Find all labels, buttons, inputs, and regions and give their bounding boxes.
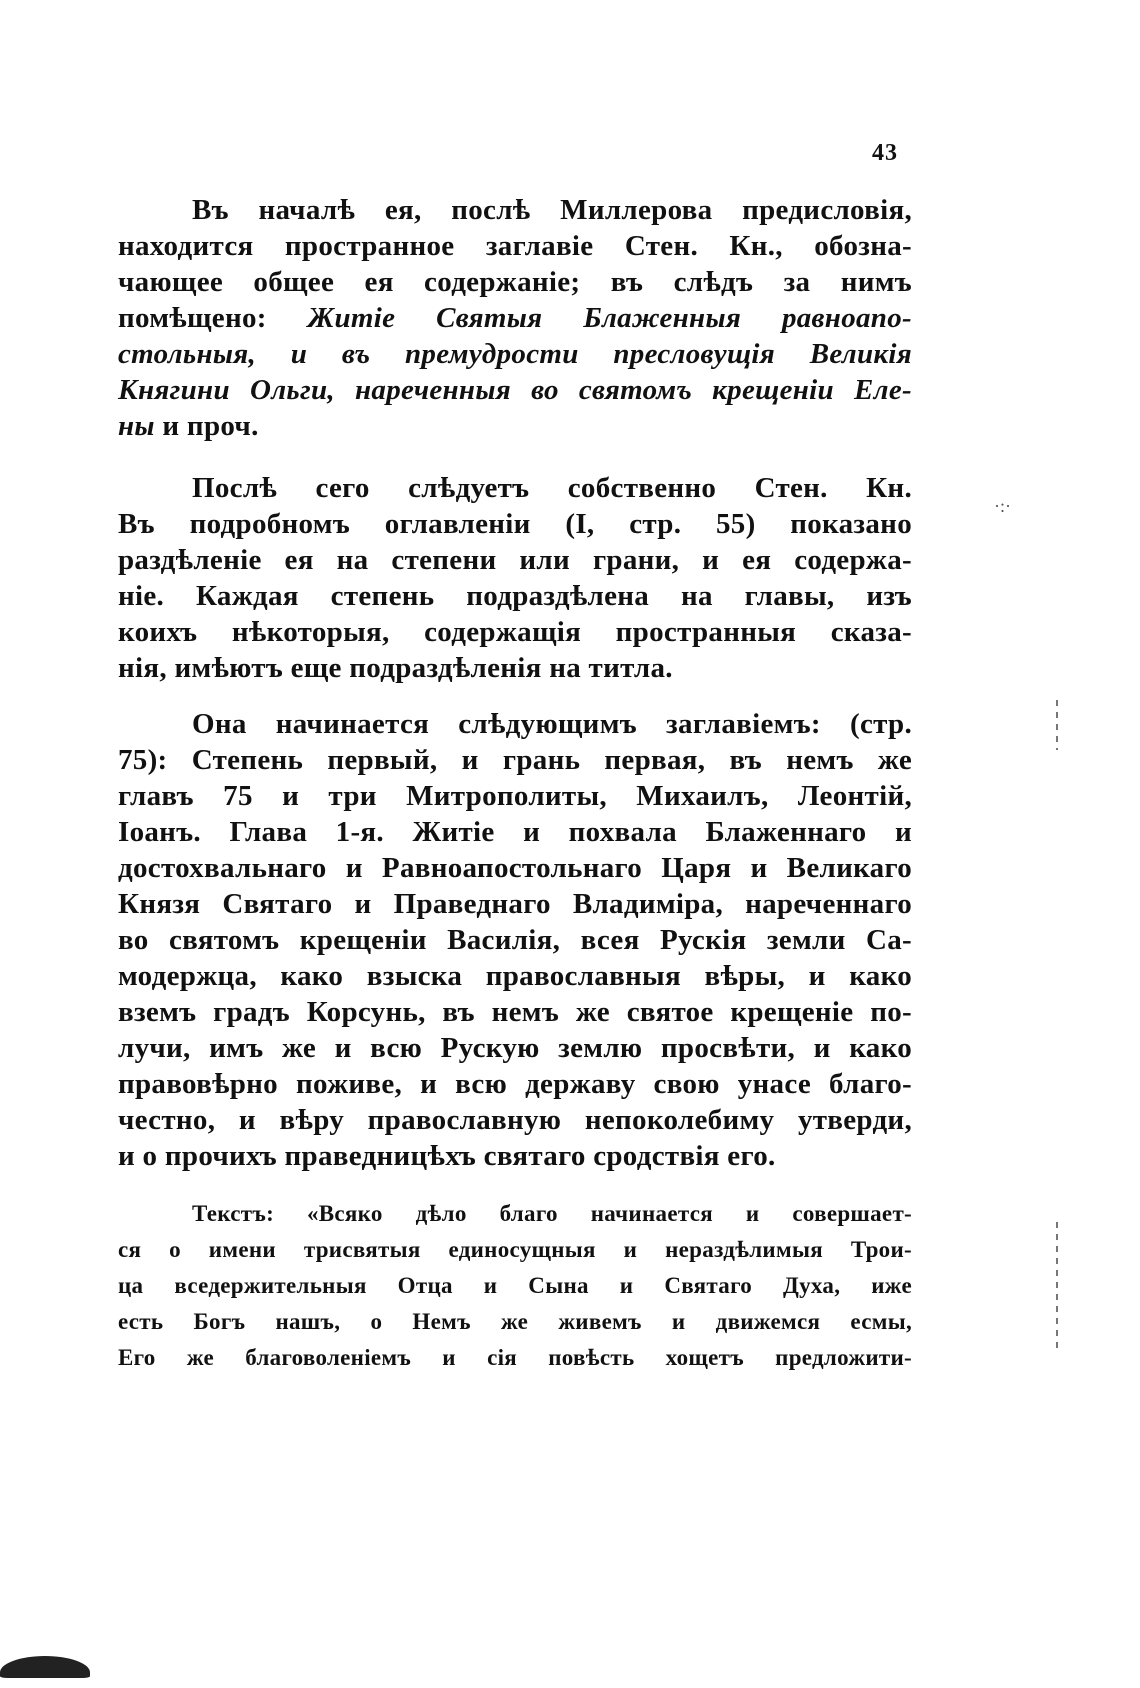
text-line: во святомъ крещеніи Василія, всея Рускія земли Са- — [118, 924, 912, 956]
text-line — [118, 336, 912, 372]
scan-edge-line — [1056, 1222, 1058, 1352]
text-line: достохвальнаго и Равноапостольнаго Царя и Великаго — [118, 852, 912, 884]
text-line: чающее общее ея содержаніе; въ слѣдъ за нимъ — [118, 266, 912, 298]
scan-edge-line — [1056, 700, 1058, 750]
italic-title: Житіе Святыя Блаженныя равноапо- — [307, 302, 912, 334]
text-line: Послѣ сего слѣдуетъ собственно Стен. Кн. — [192, 472, 912, 504]
italic-title: стольныя, и въ премудрости пресловущія Великія — [118, 338, 912, 370]
text-line: ца вседержительныя Отца и Сына и Святаго Духа, иже — [118, 1273, 912, 1298]
italic-title: Княгини Ольги, нареченныя во святомъ крещеніи Еле- — [118, 374, 912, 406]
text-span: помѣщено: — [118, 302, 308, 334]
text-line: коихъ нѣкоторыя, содержащія пространныя сказа- — [118, 616, 912, 648]
text-line — [118, 372, 912, 408]
text-span: и проч. — [154, 410, 259, 442]
text-line — [118, 300, 912, 336]
text-line — [118, 408, 912, 444]
text-line: есть Богъ нашъ, о Немъ же живемъ и движемся есмы, — [118, 1309, 912, 1334]
page-number: 43 — [872, 140, 898, 166]
text-line: и о прочихъ праведницѣхъ святаго сродствія его. — [118, 1140, 776, 1172]
text-line: главъ 75 и три Митрополиты, Михаилъ, Леонтій, — [118, 780, 912, 812]
text-line: вземъ градъ Корсунь, въ немъ же святое крещеніе по- — [118, 996, 912, 1028]
text-line: находится пространное заглавіе Стен. Кн., обозна- — [118, 230, 912, 262]
text-line: лучи, имъ же и всю Рускую землю просвѣти, и како — [118, 1032, 912, 1064]
text-line: честно, и вѣру православную непоколебиму утверди, — [118, 1104, 912, 1136]
text-line: Въ началѣ ея, послѣ Миллерова предисловія, — [192, 194, 912, 226]
text-line: ніе. Каждая степень подраздѣлена на главы, изъ — [118, 580, 912, 612]
text-line: нія, имѣютъ еще подраздѣленія на титла. — [118, 652, 673, 684]
text-line: Текстъ: «Всяко дѣло благо начинается и совершает- — [192, 1201, 912, 1226]
text-line: Его же благоволеніемъ и сія повѣсть хощетъ предложити- — [118, 1345, 912, 1370]
text-line: 75): Степень первый, и грань первая, въ немъ же — [118, 744, 912, 776]
text-line: Іоанъ. Глава 1-я. Житіе и похвала Блаженнаго и — [118, 816, 912, 848]
scan-speck-icon: ·:· — [994, 496, 1011, 516]
ink-blot-icon — [0, 1656, 90, 1678]
text-line: Князя Святаго и Праведнаго Владиміра, нареченнаго — [118, 888, 912, 920]
text-line: раздѣленіе ея на степени или грани, и ея содержа- — [118, 544, 912, 576]
text-line: ся о имени трисвятыя единосущныя и нераздѣлимыя Трои- — [118, 1237, 912, 1262]
text-line: Она начинается слѣдующимъ заглавіемъ: (стр. — [192, 708, 912, 740]
text-line: правовѣрно поживе, и всю державу свою унасе благо- — [118, 1068, 912, 1100]
text-line: Въ подробномъ оглавленіи (I, стр. 55) показано — [118, 508, 912, 540]
italic-title: ны — [118, 410, 155, 442]
text-line: модержца, како взыска православныя вѣры, и како — [118, 960, 912, 992]
